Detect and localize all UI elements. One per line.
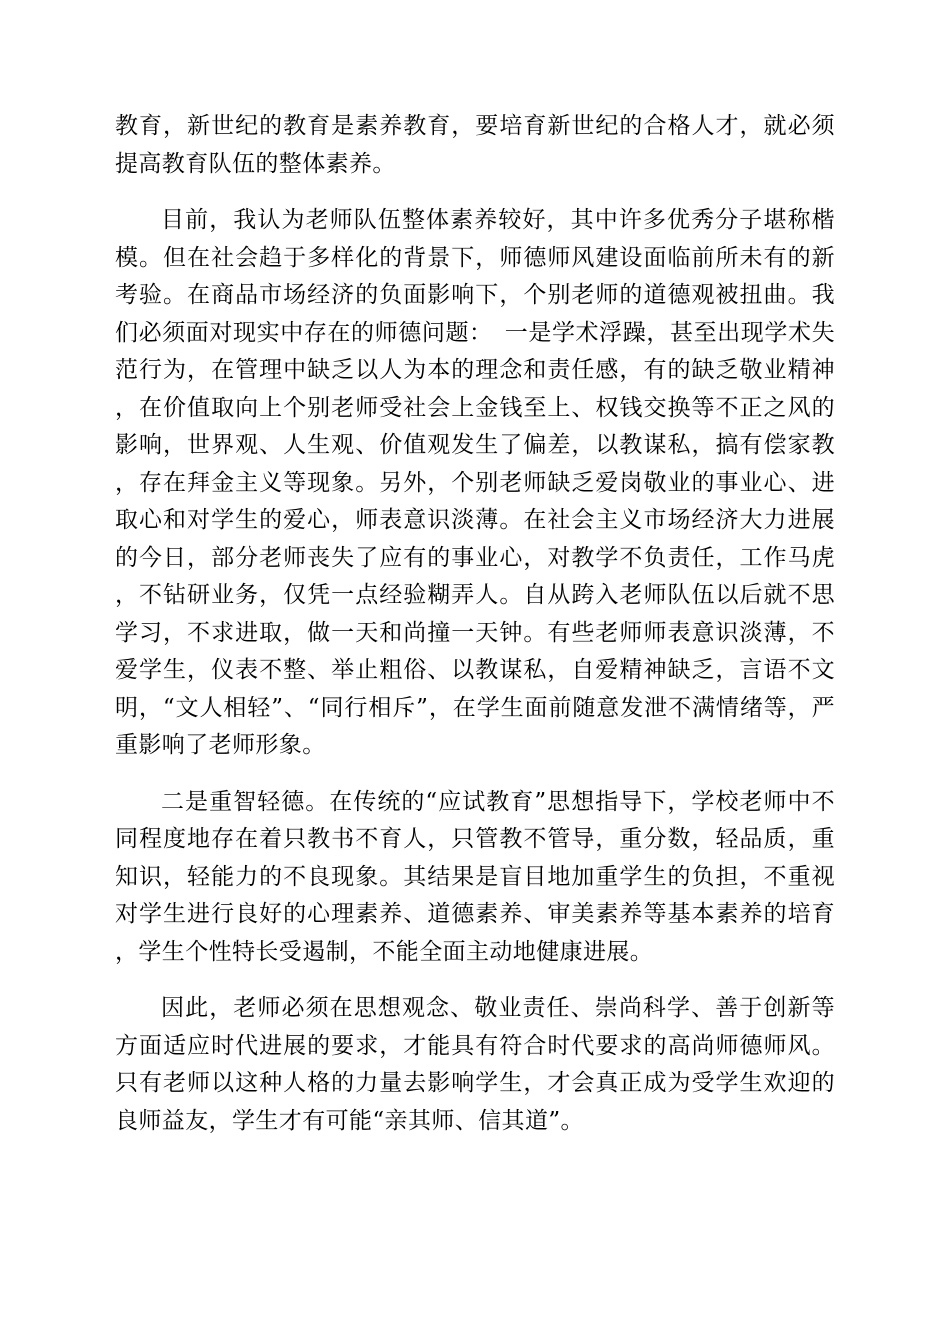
paragraph-continuation: 教育，新世纪的教育是素养教育，要培育新世纪的合格人才，就必须提高教育队伍的整体素养。 bbox=[115, 113, 835, 177]
paragraph-current-situation: 目前，我认为老师队伍整体素养较好，其中许多优秀分子堪称楷模。但在社会趋于多样化的背景下，师德师风建设面临前所未有的新考验。在商品市场经济的负面影响下，个别老师的道德观被扭曲。我们必须面对现实中存在的师德问题： 一是学术浮躁，甚至出现学术失范行为，在管理中缺乏以人为本的理念和责任感，有的缺乏敬业精神，在价值取向上个别老师受社会上金钱至上、权钱交换等不正之风的影响，世界观、人生观、价值观发生了偏差，以教谋私，搞有偿家教，存在拜金主义等现象。另外，个别老师缺乏爱岗敬业的事业心、进取心和对学生的爱心，师表意识淡薄。在社会主义市场经济大力进展的今日，部分老师丧失了应有的事业心，对教学不负责任，工作马虎，不钻研业务，仅凭一点经验糊弄人。自从跨入老师队伍以后就不思学习，不求进取，做一天和尚撞一天钟。有些老师师表意识淡薄，不爱学生，仪表不整、举止粗俗、以教谋私，自爱精神缺乏，言语不文明，“文人相轻”、“同行相斥”，在学生面前随意发泄不满情绪等，严重影响了老师形象。 bbox=[115, 207, 835, 758]
paragraph-intellect-over-morality: 二是重智轻德。在传统的“应试教育”思想指导下，学校老师中不同程度地存在着只教书不育人，只管教不管导，重分数，轻品质，重知识，轻能力的不良现象。其结果是盲目地加重学生的负担，不重视对学生进行良好的心理素养、道德素养、审美素养等基本素养的培育，学生个性特长受遏制，不能全面主动地健康进展。 bbox=[115, 788, 835, 965]
document-body bbox=[115, 108, 835, 1140]
paragraph-conclusion: 因此，老师必须在思想观念、敬业责任、崇尚科学、善于创新等方面适应时代进展的要求，才能具有符合时代要求的高尚师德师风。只有老师以这种人格的力量去影响学生，才会真正成为受学生欢迎的良师益友，学生才有可能“亲其师、信其道”。 bbox=[115, 995, 835, 1134]
